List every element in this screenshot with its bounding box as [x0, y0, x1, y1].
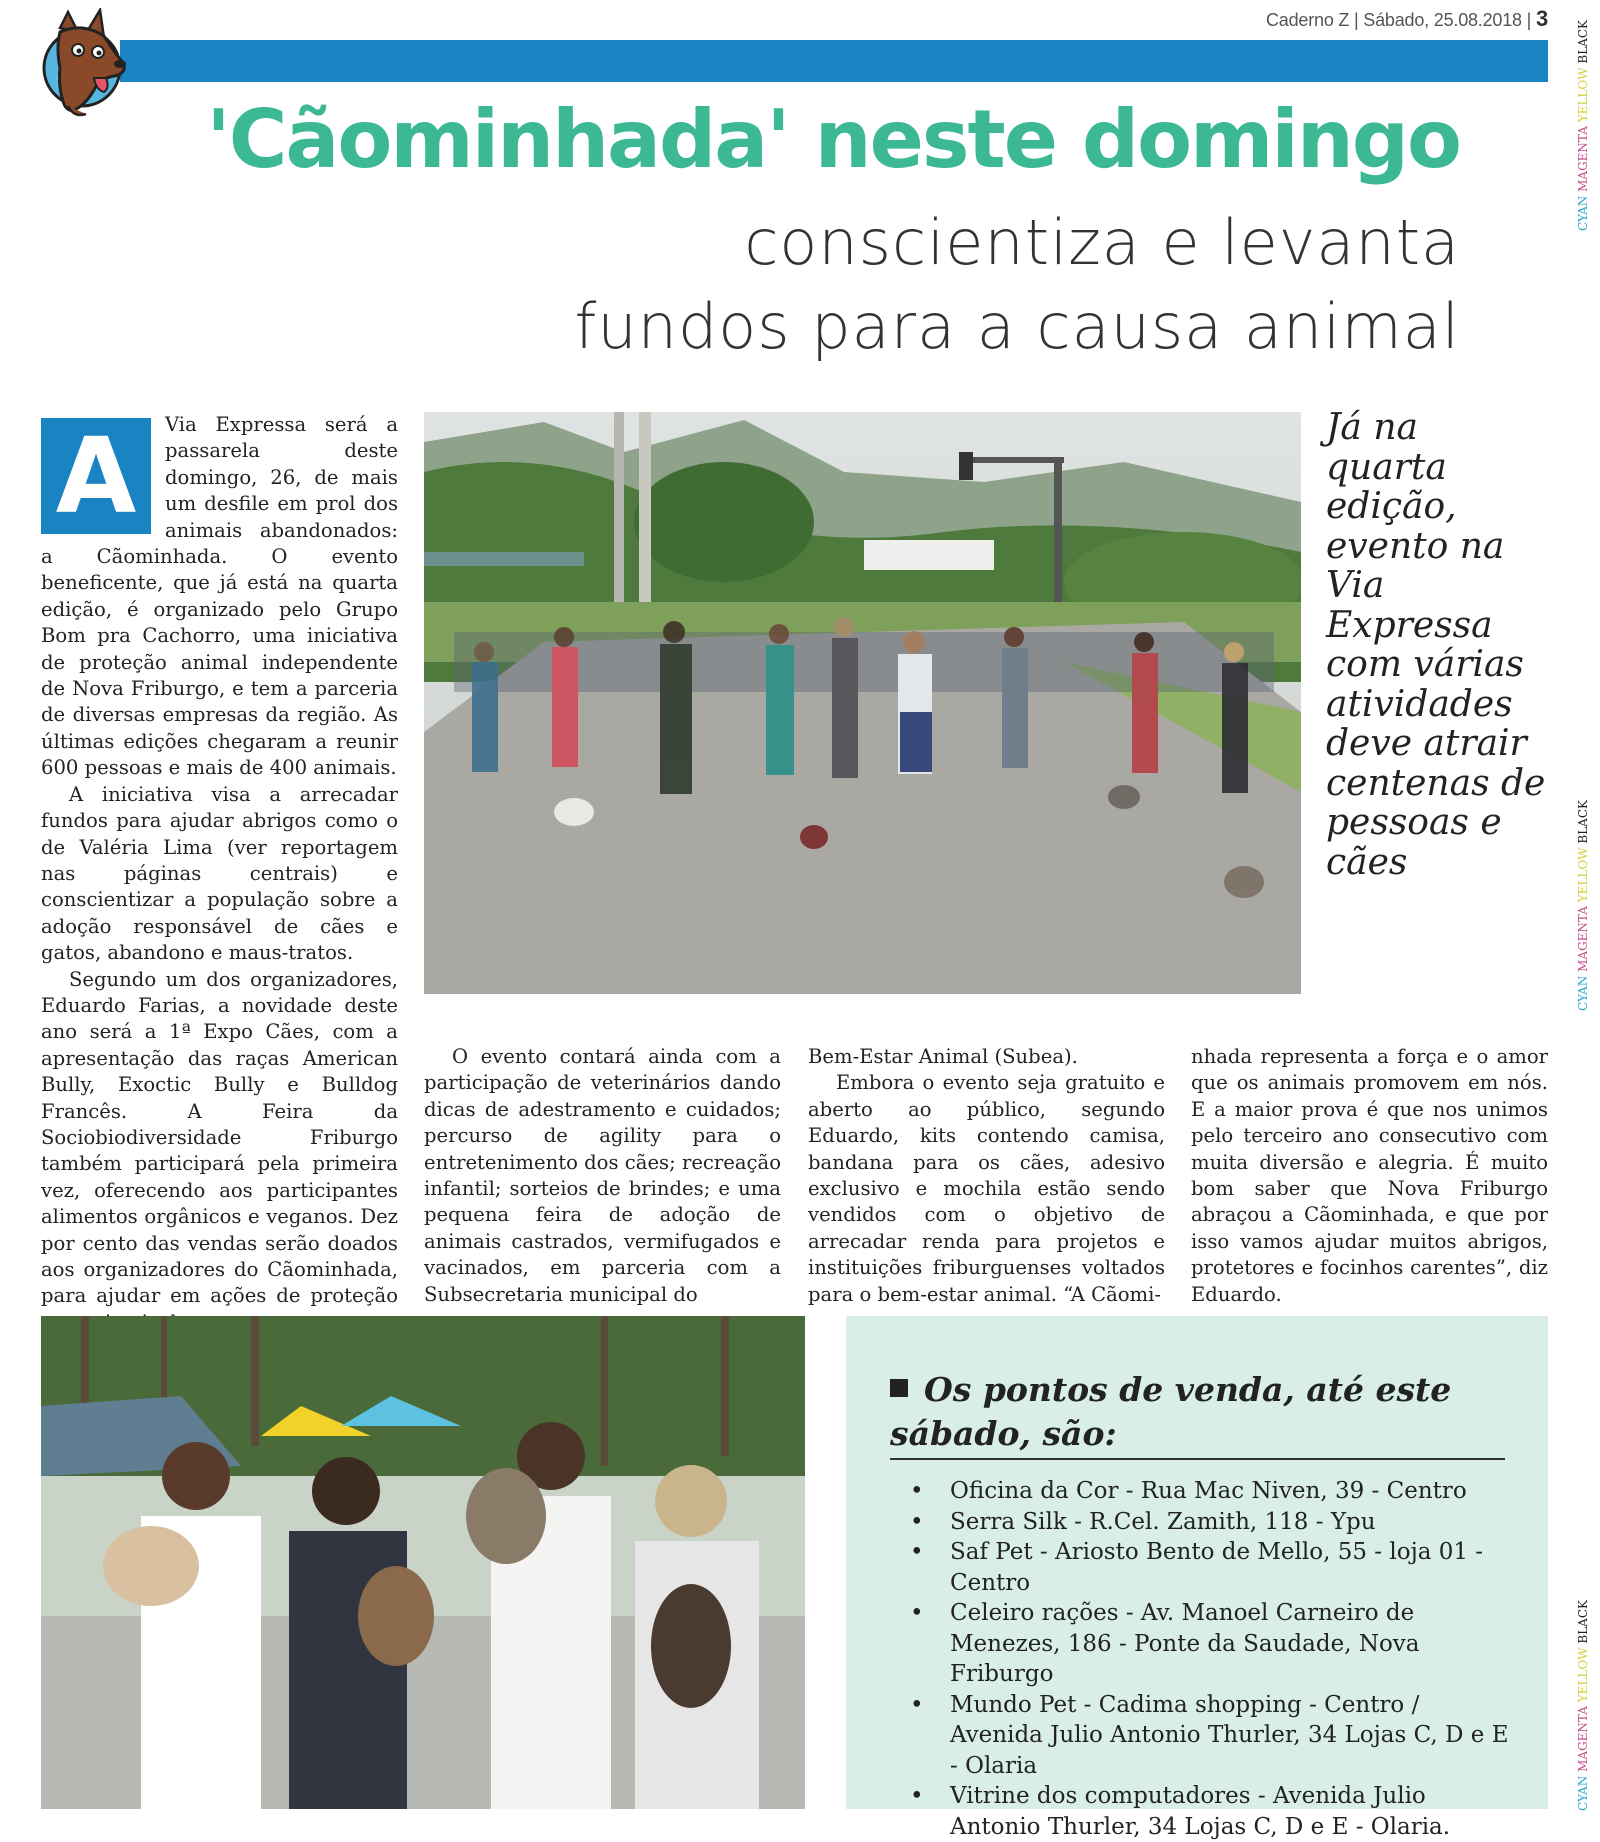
list-item: [890, 1476, 1510, 1507]
bullet-icon: •: [910, 1600, 924, 1626]
bullet-icon: •: [910, 1539, 924, 1565]
reg-magenta: MAGENTA: [1576, 1706, 1590, 1772]
list-item: [890, 1507, 1510, 1538]
square-bullet-icon: [890, 1379, 908, 1397]
list-item: [890, 1781, 1510, 1842]
article-paragraph-3: Segundo um dos organizadores, Eduardo Farias, a novidade deste ano será a 1ª Expo Cães, com a apresentação das raças American Bully, Exoctic Bully e Bulldog Francês. A Feira da Sociobiodiversidade Friburgo também participará pela primeira vez, oferecendo aos participantes alimentos orgânicos e veganos. Dez por cento das vendas serão doados aos organizadores do Cãominhada, para ajudar em ações de proteção: [41, 967, 398, 1308]
subheadline-line-2: fundos para a causa animal: [574, 290, 1460, 363]
folio-text: Caderno Z | Sábado, 25.08.2018 |: [1265, 10, 1532, 30]
walk-crowd-photo: [424, 412, 1301, 994]
registration-marks-top: [1576, 20, 1594, 231]
sales-points-title: [890, 1368, 1510, 1456]
reg-black: BLACK: [1576, 1600, 1590, 1644]
article-column-4: [1191, 1044, 1548, 1308]
reg-yellow: YELLOW: [1576, 1647, 1590, 1703]
page-folio: [1266, 6, 1548, 32]
reg-yellow: YELLOW: [1576, 67, 1590, 123]
article-paragraph-7: nhada representa a força e o amor que os animais promovem em nós. E a maior prova é que nos unimos pelo terceiro ano consecutivo com muita diversão e alegria. É muito bom saber que Nova Friburgo abraçou a Cãominhada, e que por isso vamos ajudar muitos abrigos, protetores e focinhos carentes”, diz Eduardo.: [1191, 1045, 1548, 1306]
list-item-text: Serra Silk - R.Cel. Zamith, 118 - Ypu: [950, 1508, 1376, 1535]
sales-points-list: [890, 1476, 1510, 1842]
article-column-1: [41, 412, 398, 1308]
registration-marks-bottom: [1576, 1600, 1594, 1811]
reg-yellow: YELLOW: [1576, 847, 1590, 903]
article-paragraph-4: O evento contará ainda com a participação de veterinários dando dicas de adestramento e cuidados; percurso de agility para o entretenimento dos cães; recreação infantil; sorteios de brindes; e uma pequena feira de adoção de animais castrados, vermifugados e vacinados, em parceria com a Subsecretaria municipal do: [424, 1045, 781, 1306]
reg-cyan: CYAN: [1576, 975, 1590, 1012]
sales-points-title-text: Os pontos de venda, até este sábado, são:: [890, 1370, 1452, 1453]
list-item-text: Mundo Pet - Cadima shopping - Centro / Avenida Julio Antonio Thurler, 34 Lojas C, D e E - Olaria: [950, 1691, 1509, 1779]
list-item-text: Saf Pet - Ariosto Bento de Mello, 55 - loja 01 - Centro: [950, 1539, 1484, 1596]
reg-cyan: CYAN: [1576, 195, 1590, 232]
reg-cyan: CYAN: [1576, 1775, 1590, 1812]
list-item: [890, 1690, 1510, 1782]
sales-points-divider: [890, 1458, 1505, 1460]
list-item: [890, 1598, 1510, 1690]
pull-quote: Já na quarta edição, evento na Via Expressa com várias atividades deve atrair centenas de pessoas e cães: [1326, 407, 1546, 883]
list-item-text: Oficina da Cor - Rua Mac Niven, 39 - Centro: [950, 1478, 1467, 1504]
header-color-bar: [120, 40, 1548, 82]
list-item: [890, 1537, 1510, 1598]
reg-magenta: MAGENTA: [1576, 126, 1590, 192]
article-paragraph-5: Bem-Estar Animal (Subea).: [808, 1045, 1078, 1068]
article-paragraph-1: Via Expressa será a passarela deste domingo, 26, de mais um desfile em prol dos animais abandonados: a Cãominhada. O evento beneficente, que já está na quarta edição, é organizado pelo Grupo Bom pra Cachorro, uma iniciativa de proteção animal independente de Nova Friburgo, e tem a parceria de diversas empresas da região. As últimas edições chegaram a reunir 600 pessoas e mais de 400 animais.: [41, 413, 398, 780]
registration-marks-middle: [1576, 800, 1594, 1011]
reg-black: BLACK: [1576, 800, 1590, 844]
bullet-icon: •: [910, 1508, 924, 1535]
drop-cap: A: [41, 418, 151, 534]
bullet-icon: •: [910, 1783, 924, 1809]
headline: 'Cãominhada' neste domingo: [206, 93, 1460, 186]
list-item-text: Vitrine dos computadores - Avenida Julio Antonio Thurler, 34 Lojas C, D e E - Olaria.: [950, 1783, 1451, 1840]
page-number: 3: [1535, 6, 1548, 31]
bullet-icon: •: [910, 1691, 924, 1718]
article-paragraph-6: Embora o evento seja gratuito e aberto ao público, segundo Eduardo, kits contendo camisa, bandana para os cães, adesivo exclusivo e mochila estão sendo vendidos com o objetivo de arrecadar renda para projetos e instituições friburguenses voltados para o bem-estar animal. “A Cãomi-: [808, 1071, 1165, 1306]
participants-with-dogs-photo: [41, 1316, 805, 1809]
list-item-text: Celeiro rações - Av. Manoel Carneiro de Menezes, 186 - Ponte da Saudade, Nova Friburgo: [950, 1600, 1420, 1687]
article-paragraph-2: A iniciativa visa a arrecadar fundos para ajudar abrigos como o de Valéria Lima (ver reportagem nas páginas centrais) e conscientizar a população sobre a adoção responsável de cães e gatos, abandono e maus-tratos.: [41, 782, 398, 965]
bullet-icon: •: [910, 1478, 924, 1504]
reg-magenta: MAGENTA: [1576, 906, 1590, 972]
reg-black: BLACK: [1576, 20, 1590, 64]
article-column-2: [424, 1044, 781, 1308]
article-column-3: [808, 1044, 1165, 1308]
subheadline-line-1: conscientiza e levanta: [744, 206, 1460, 279]
